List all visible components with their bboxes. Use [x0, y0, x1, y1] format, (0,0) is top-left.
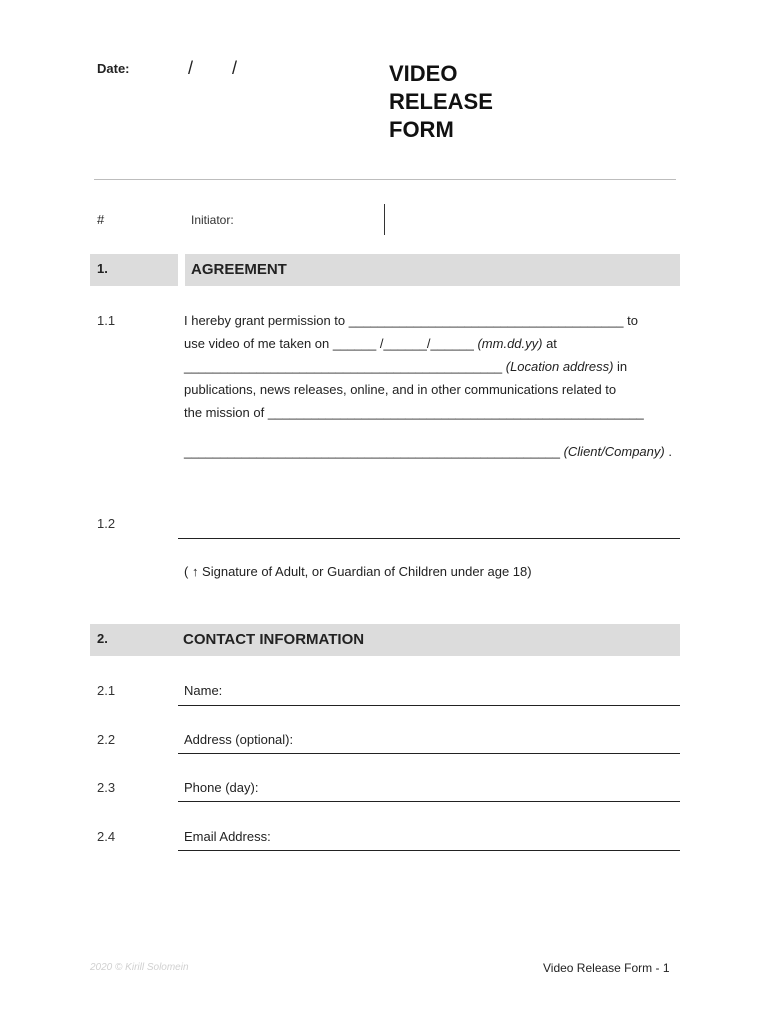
footer-page-label: Video Release Form - 1: [543, 961, 670, 975]
phone-field-line[interactable]: [178, 801, 680, 802]
header-divider: [94, 179, 676, 180]
agreement-line-1: I hereby grant permission to ______________________________________ to: [184, 313, 638, 328]
section-1-number: 1.: [90, 254, 178, 286]
signature-line[interactable]: [178, 538, 680, 539]
initiator-field-cursor[interactable]: [384, 204, 385, 235]
section-2-number: 2.: [90, 624, 178, 656]
field-2-2-number: 2.2: [97, 732, 116, 747]
agreement-line-2-end: at: [542, 336, 557, 351]
client-hint: (Client/Company): [563, 444, 665, 459]
name-field-label: Name:: [184, 683, 223, 698]
agreement-line-3: [184, 355, 674, 378]
initiator-label: Initiator:: [191, 213, 234, 227]
agreement-line-2: [184, 332, 674, 355]
email-field-label: Email Address:: [184, 829, 271, 844]
agreement-paragraph: [184, 309, 674, 463]
date-separator-1: /: [188, 58, 194, 78]
agreement-line-2-text: use video of me taken on ______ /______/______: [184, 336, 478, 351]
address-field-line[interactable]: [178, 753, 680, 754]
agreement-line-6-text: ____________________________________________________: [184, 444, 564, 459]
agreement-line-3-end: in: [613, 359, 628, 374]
agreement-line-4: publications, news releases, online, and in other communications related to: [184, 382, 617, 397]
item-1-2-number: 1.2: [97, 516, 116, 531]
agreement-line-5: the mission of ____________________________________________________: [184, 405, 644, 420]
title-line-1: VIDEO: [389, 61, 458, 86]
date-label: Date:: [97, 61, 130, 76]
field-2-3-number: 2.3: [97, 780, 116, 795]
field-2-4-number: 2.4: [97, 829, 116, 844]
agreement-line-3-text: ____________________________________________: [184, 359, 506, 374]
field-2-1-number: 2.1: [97, 683, 116, 698]
agreement-line-6-end: .: [664, 444, 672, 459]
address-field-label: Address (optional):: [184, 732, 294, 747]
date-format-hint: (mm.dd.yy): [477, 336, 543, 351]
title-line-3: FORM: [389, 117, 454, 142]
section-1-heading: AGREEMENT: [185, 254, 680, 286]
document-title: [389, 60, 493, 144]
email-field-line[interactable]: [178, 850, 680, 851]
location-hint: (Location address): [505, 359, 614, 374]
footer-watermark: 2020 © Kirill Solomein: [90, 962, 189, 973]
title-line-2: RELEASE: [389, 89, 493, 114]
phone-field-label: Phone (day):: [184, 780, 259, 795]
number-hash-label: #: [97, 212, 105, 227]
agreement-line-6: [184, 440, 674, 463]
date-separator-2: /: [232, 58, 238, 78]
name-field-line[interactable]: [178, 705, 680, 706]
item-1-1-number: 1.1: [97, 313, 116, 328]
signature-caption: ( ↑ Signature of Adult, or Guardian of Children under age 18): [184, 564, 532, 579]
section-2-heading: CONTACT INFORMATION: [177, 624, 680, 656]
